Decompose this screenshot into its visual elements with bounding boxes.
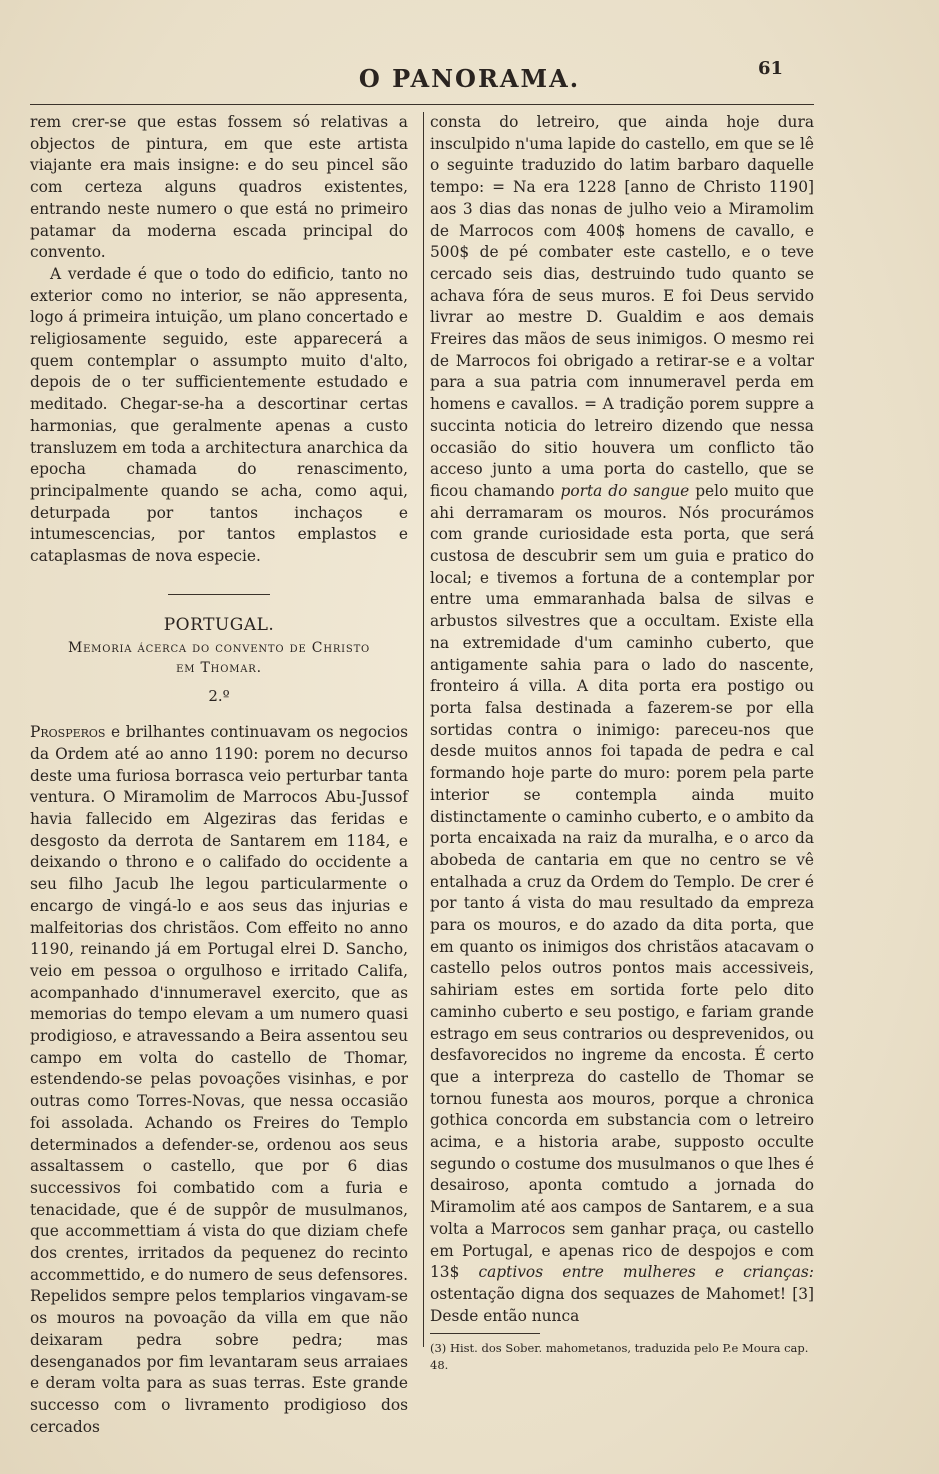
- paragraph-history: [30, 722, 408, 1438]
- header-rule: [30, 104, 814, 105]
- paragraph-continuation: rem crer-se que estas fossem só relativas a objectos de pintura, em que este artista viajante era mais insigne: e do seu pincel são com certeza alguns quadros existentes, entrando neste numero o que está no primeiro patamar da moderna escada principal do convento.: [30, 113, 408, 262]
- page-number: 61: [757, 58, 783, 79]
- right-column: [430, 112, 814, 1374]
- section-subtitle-line1: Memoria ácerca do convento de Christo: [67, 640, 371, 657]
- left-column: [30, 112, 408, 1438]
- section-title: PORTUGAL.: [163, 614, 275, 635]
- paragraph-architecture: A verdade é que o todo do edificio, tanto no exterior como no interior, se não appresenta, logo á primeira intuição, um plano concertado e religiosamente seguido, este apparecerá a quem contemplar o assumpto muito d'alto, depois de o ter sufficientemente estudado e meditado. Chegar-se-ha a descortinar certas harmonias, que geralmente apenas a custo transluzem em toda a architectura anarchica da epocha chamada do renascimento, principalmente quando se acha, como aqui, deturpada por tantos inchaços e intumescencias, por tantos emplastos e cataplasmas de nova especie.: [30, 264, 408, 566]
- section-separator: [168, 594, 270, 595]
- inscription-text-c: ostentação digna dos sequazes de Mahomet! [3] Desde então nunca: [430, 1284, 814, 1325]
- inscription-text-a: consta do letreiro, que ainda hoje dura insculpido n'uma lapide do castello, em que se lê o seguinte traduzido do latim barbaro daquelle tempo: = Na era 1228 [anno de Christo 1190] aos 3 dias das nonas de julho veio a Miramolim de Marrocos com 400$ homens de cavallo, e 500$ de pé combater este castello, e o teve cercado seis dias, destruindo tudo quanto se achava fóra de seus muros. E foi Deus servido livrar ao mestre D. Gualdim e aos demais Freires das mãos de seus inimigos. O mesmo rei de Marrocos foi obrigado a retirar-se e a voltar para a sua patria com innumeravel perda em homens e cavallos. = A tradição porem suppre a succinta noticia do letreiro dizendo que nessa occasião do sitio houvera um conflicto tão acceso junto a uma porta do castello, que se ficou chamando: [430, 113, 814, 500]
- section-subtitle-line2: em Thomar.: [176, 660, 262, 677]
- footnote: (3) Hist. dos Sober. mahometanos, traduzida pelo P.e Moura cap. 48.: [430, 1341, 809, 1373]
- page-title: O PANORAMA.: [358, 64, 581, 93]
- paragraph-history-text: e brilhantes continuavam os negocios da Ordem até ao anno 1190: porem no decurso deste uma furiosa borrasca veio perturbar tanta ventura. O Miramolim de Marrocos Abu-Jussof havia fallecido em Algeziras das feridas e desgosto da derrota de Santarem em 1184, e deixando o throno e o califado do occidente a seu filho Jacub lhe legou particularmente o encargo de vingá-lo e aos seus das injurias e malfeitorias dos christãos. Com effeito no anno 1190, reinando já em Portugal elrei D. Sancho, veio em pessoa o orgulhoso e irritado Califa, acompanhado d'innumeravel exercito, que as memorias do tempo elevam a um numero quasi prodigioso, e atravessando a Beira assentou seu campo em volta do castello de Thomar, estendendo-se pelas povoações visinhas, e por outras como Torres-Novas, que nessa occasião foi assolada. Achando os Freires do Templo determinados a defender-se, ordenou aos seus assaltassem o castello, que por 6 dias successivos foi combatido com a furia e tenacidade, que é de suppôr de musulmanos, que accommettiam á vista do que diziam chefe dos crentes, irritados da pequenez do recinto accommettido, e do numero de seus defensores. Repelidos sempre pelos templarios vingavam-se os mouros na povoação da villa em que não deixaram pedra sobre pedra; mas desenganados por fim levantaram seus arraiaes e deram volta para as suas terras. Este grande successo com o livramento prodigioso dos cercados: [30, 723, 408, 1436]
- paragraph-inscription: [430, 112, 814, 1327]
- inscription-text-b: pelo muito que ahi derramaram os mouros. Nós procurámos com grande curiosidade esta porta, que será custosa de descubrir sem um guia e pratico do local; e tivemos a fortuna de a contemplar por entre uma emmaranhada balsa de silvas e arbustos silvestres que a occultam. Existe ella na extremidade d'um caminho cuberto, que antigamente sahia para o lado do nascente, fronteiro á villa. A dita porta era postigo ou porta falsa destinada a fazerem-se por ella sortidas contra o inimigo: pareceu-nos que desde muitos annos foi tapada de pedra e cal formando hoje parte do muro: porem pela parte interior se contempla ainda muito distinctamente o caminho cuberto, e o ambito da porta encaixada na raiz da muralha, e o arco da abobeda de cantaria em que no centro se vê entalhada a cruz da Ordem do Templo. De crer é por tanto á vista do mau resultado da empreza para os mouros, e do azado da dita porta, que em quanto os inimigos dos christãos atacavam o castello pelos outros pontos mais accessiveis, sahiriam estes em sortida forte pelo dito caminho cuberto e seu postigo, e fariam grande estrago em seus contrarios ou desprevenidos, ou desfavorecidos no ingreme da encosta. É certo que a interpreza do castello de Thomar se tornou funesta aos mouros, porque a chronica gothica concorda em substancia com o letreiro acima, e a historia arabe, supposto occulte segundo o costume dos musulmanos o que lhes é desairoso, aponta comtudo a jornada do Miramolim até aos campos de Santarem, e a sua volta a Marrocos sem ganhar praça, ou castello em Portugal, e apenas rico de despojos e com 13$: [430, 481, 815, 1282]
- lead-word: Prosperos: [30, 723, 106, 742]
- section-number: 2.º: [208, 687, 230, 706]
- captivos-italic: captivos entre mulheres e crianças:: [478, 1263, 814, 1282]
- footnote-rule: [430, 1333, 540, 1334]
- porta-do-sangue-italic: porta do sangue: [560, 481, 690, 500]
- column-divider: [423, 112, 424, 1347]
